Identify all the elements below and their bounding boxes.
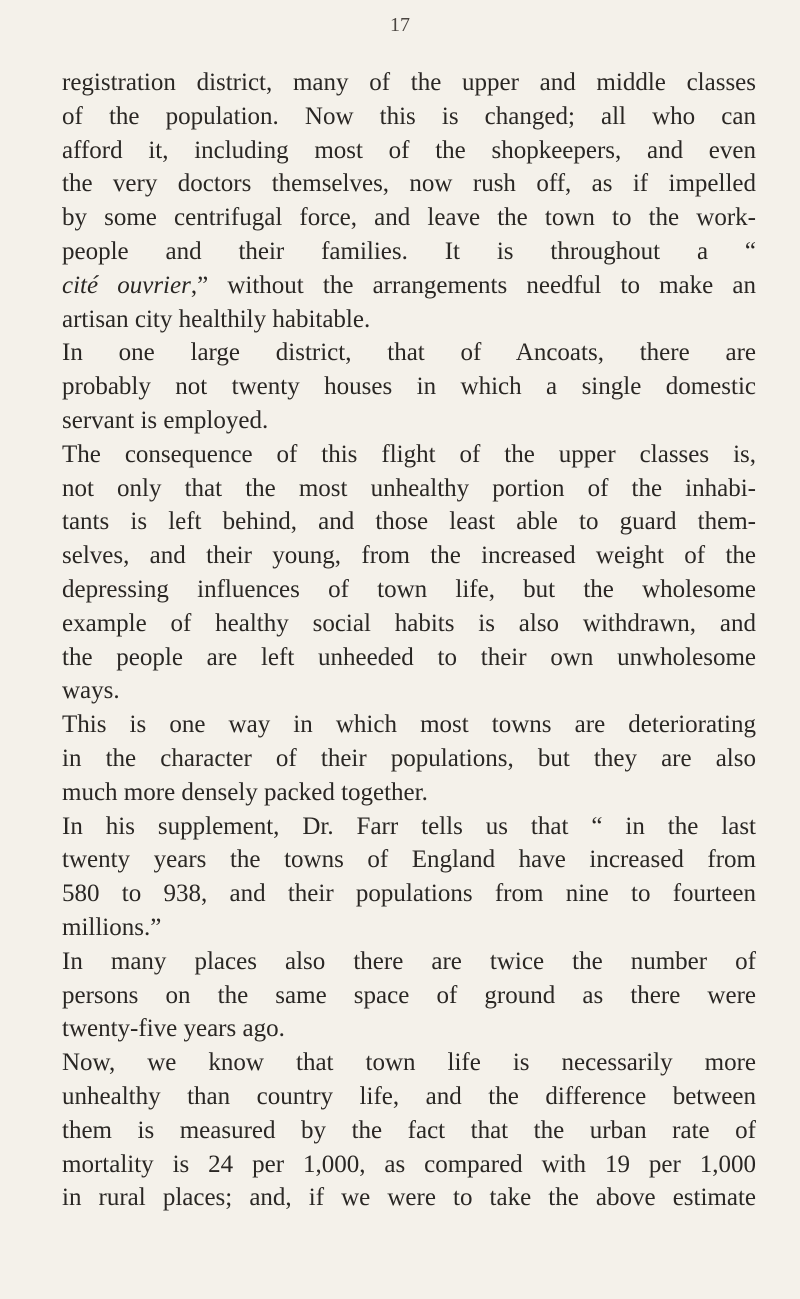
text-line: Now, we know that town life is necessarily more bbox=[62, 1049, 756, 1077]
text-line: ways. bbox=[62, 677, 120, 705]
text-line: mortality is 24 per 1,000, as compared with 19 per 1,000 bbox=[62, 1150, 756, 1178]
text-line: In one large district, that of Ancoats, there are bbox=[62, 339, 756, 367]
text-line: selves, and their young, from the increased weight of the bbox=[62, 542, 756, 570]
text-line: depressing influences of town life, but the wholesome bbox=[62, 575, 756, 603]
body-text bbox=[62, 66, 756, 1215]
italic-phrase: cité ouvrier bbox=[62, 271, 191, 299]
paragraph bbox=[62, 810, 756, 945]
text-line: much more densely packed together. bbox=[62, 778, 428, 806]
text-line: tants is left behind, and those least able to guard them- bbox=[62, 508, 756, 536]
text-line: In many places also there are twice the number of bbox=[62, 947, 756, 975]
text-line: the very doctors themselves, now rush off, as if impelled bbox=[62, 170, 756, 198]
paragraph bbox=[62, 945, 756, 1046]
text-line: This is one way in which most towns are deteriorating bbox=[62, 711, 756, 739]
text-line: twenty years the towns of England have increased from bbox=[62, 846, 756, 874]
text-line: probably not twenty houses in which a single domestic bbox=[62, 373, 756, 401]
text-line: twenty-five years ago. bbox=[62, 1015, 285, 1043]
paragraph bbox=[62, 66, 756, 336]
text-line: millions.” bbox=[62, 913, 162, 941]
text-line bbox=[62, 235, 756, 269]
paragraph bbox=[62, 1046, 756, 1215]
page-number: 17 bbox=[390, 14, 410, 36]
text-line: The consequence of this flight of the upper classes is, bbox=[62, 440, 756, 468]
text-line: unhealthy than country life, and the difference between bbox=[62, 1082, 756, 1110]
text-line: persons on the same space of ground as there were bbox=[62, 981, 756, 1009]
text-line: by some centrifugal force, and leave the town to the work- bbox=[62, 204, 756, 232]
text-line: of the population. Now this is changed; all who can bbox=[62, 102, 756, 130]
text-fragment: ,” without the arrangements needful to make an bbox=[190, 271, 756, 299]
paragraph bbox=[62, 438, 756, 708]
text-line: in the character of their populations, but they are also bbox=[62, 744, 756, 772]
text-line: afford it, including most of the shopkeepers, and even bbox=[62, 136, 756, 164]
text-line: them is measured by the fact that the urban rate of bbox=[62, 1116, 756, 1144]
text-line: not only that the most unhealthy portion of the inhabi- bbox=[62, 474, 756, 502]
text-line: In his supplement, Dr. Farr tells us that “ in the last bbox=[62, 812, 756, 840]
text-line: in rural places; and, if we were to take the above estimate bbox=[62, 1184, 756, 1212]
text-line: example of healthy social habits is also withdrawn, and bbox=[62, 609, 756, 637]
text-fragment: people and their families. It is throughout a “ bbox=[62, 237, 756, 265]
paragraph bbox=[62, 708, 756, 809]
text-line: 580 to 938, and their populations from nine to fourteen bbox=[62, 880, 756, 908]
text-line: registration district, many of the upper and middle classes bbox=[62, 69, 756, 96]
text-line: servant is employed. bbox=[62, 406, 269, 434]
text-line bbox=[62, 269, 756, 303]
paragraph bbox=[62, 336, 756, 437]
text-line: artisan city healthily habitable. bbox=[62, 305, 371, 333]
text-line: the people are left unheeded to their own unwholesome bbox=[62, 643, 756, 671]
